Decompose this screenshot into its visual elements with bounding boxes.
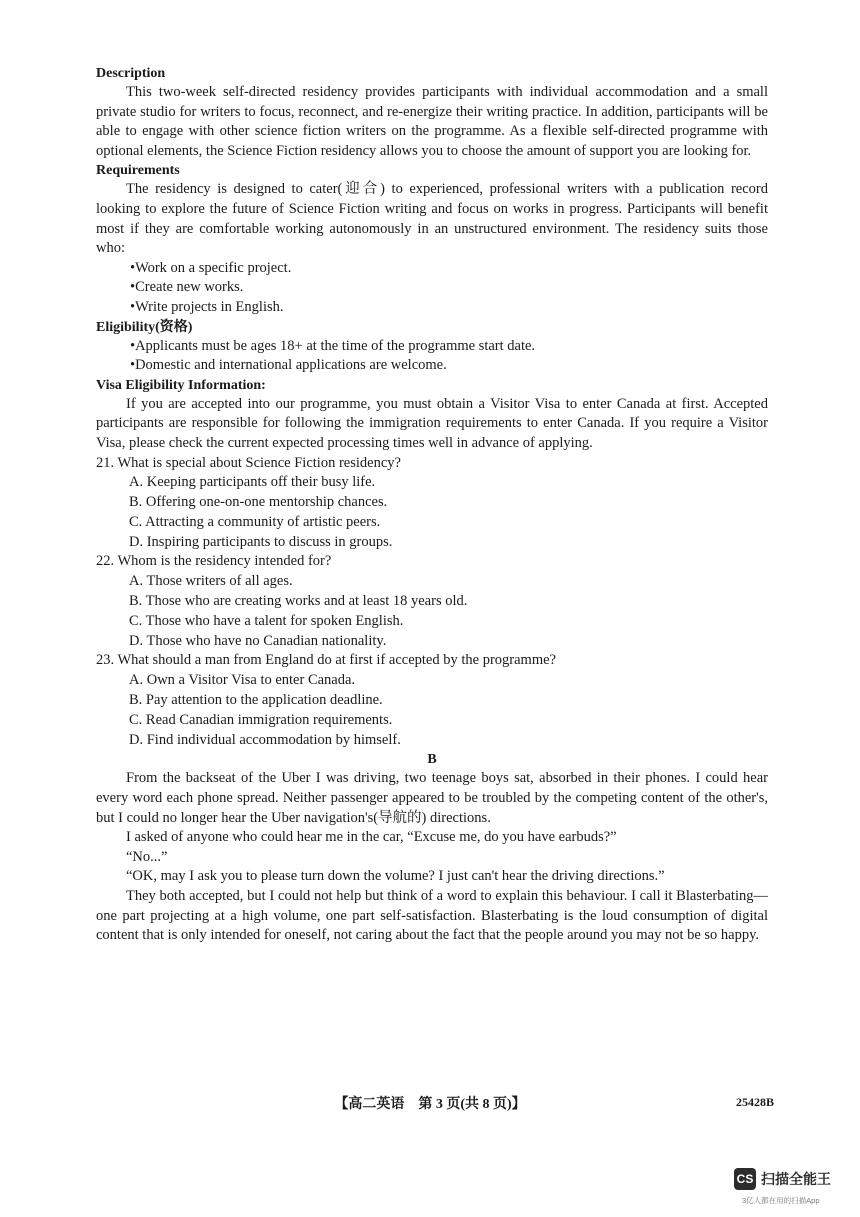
paper-code: 25428B — [735, 1095, 774, 1109]
camscanner-logo-icon: CS — [734, 1168, 756, 1190]
requirements-heading: Requirements — [96, 163, 180, 179]
passage-b-paragraph: “OK, may I ask you to please turn down the volume? I just can't hear the driving directions.” — [126, 868, 665, 885]
eligibility-heading: Eligibility(资格) — [96, 319, 193, 335]
answer-option: C. Those who have a talent for spoken English. — [129, 612, 404, 629]
visa-heading: Visa Eligibility Information: — [96, 377, 266, 393]
page-number-label: 【高二英语 第 3 页(共 8 页)】 — [334, 1097, 526, 1112]
answer-option: A. Keeping participants off their busy life. — [129, 474, 376, 491]
visa-paragraph: If you are accepted into our programme, you must obtain a Visitor Visa to enter Canada at first. Accepted participants are responsible for following the immigration requirements to enter Canada. If you require a Visitor Visa, please check the current expected processing times well in advance of applying. — [96, 395, 768, 451]
answer-option: D. Inspiring participants to discuss in groups. — [129, 533, 393, 550]
exam-page — [96, 64, 768, 946]
watermark-app-name: 扫描全能王 — [761, 1171, 831, 1187]
answer-option: B. Those who are creating works and at least 18 years old. — [129, 593, 468, 610]
passage-b-paragraph: From the backseat of the Uber I was driving, two teenage boys sat, absorbed in their phones. I could hear every word each phone spread. Neither passenger appeared to be troubled by the competing content of the other's, but I could no longer hear the Uber navigation's(导航的) directions. — [96, 770, 768, 826]
answer-option: D. Those who have no Canadian nationality. — [129, 632, 387, 649]
scanner-watermark — [734, 1168, 844, 1208]
answer-option: C. Read Canadian immigration requirements. — [129, 711, 393, 728]
answer-option: D. Find individual accommodation by himself. — [129, 731, 401, 748]
watermark-tagline: 3亿人都在用的扫描App — [742, 1196, 820, 1205]
passage-b-paragraph: I asked of anyone who could hear me in the car, “Excuse me, do you have earbuds?” — [126, 829, 617, 846]
description-heading: Description — [96, 66, 166, 81]
requirements-item: • Write projects in English. — [130, 298, 768, 318]
answer-option: A. Own a Visitor Visa to enter Canada. — [129, 672, 356, 689]
passage-b-label: B — [427, 752, 437, 768]
answer-option: B. Pay attention to the application deadline. — [129, 692, 383, 709]
question-22 — [96, 552, 768, 651]
question-stem: 22. Whom is the residency intended for? — [96, 553, 332, 570]
requirements-paragraph: The residency is designed to cater(迎合) to experienced, professional writers with a publication record looking to explore the future of Science Fiction writing and focus on works in progress. Participants will benefit most if they are comfortable working autonomously in an unstructured environment. The residency suits those who: — [96, 181, 768, 257]
question-23 — [96, 651, 768, 750]
answer-option: C. Attracting a community of artistic peers. — [129, 513, 381, 530]
requirements-item: • Create new works. — [130, 278, 768, 298]
description-paragraph: This two-week self-directed residency provides participants with individual accommodation and a small private studio for writers to focus, reconnect, and re-energize their writing practice. In addition, participants will be able to engage with other science fiction writers on the programme. As a flexible self-directed programme with optional elements, the Science Fiction residency allows you to choose the amount of support you are looking for. — [96, 84, 768, 159]
passage-b-paragraph: “No...” — [126, 848, 168, 865]
requirements-item: • Work on a specific project. — [130, 259, 768, 279]
question-stem: 23. What should a man from England do at first if accepted by the programme? — [96, 652, 556, 669]
eligibility-item: • Applicants must be ages 18+ at the time of the programme start date. — [130, 337, 768, 357]
passage-b-paragraph: They both accepted, but I could not help but think of a word to explain this behaviour. I call it Blasterbating—one part projecting at a high volume, one part self-satisfaction. Blasterbating is the loud consumption of digital content that is only intended for oneself, not caring about the fact that the people around you may not be so happy. — [96, 888, 768, 944]
page-footer — [0, 1093, 860, 1115]
eligibility-item: • Domestic and international applications are welcome. — [130, 356, 768, 376]
answer-option: A. Those writers of all ages. — [129, 573, 293, 590]
question-stem: 21. What is special about Science Fiction residency? — [96, 454, 401, 471]
answer-option: B. Offering one-on-one mentorship chances. — [129, 494, 388, 511]
question-21 — [96, 454, 768, 553]
